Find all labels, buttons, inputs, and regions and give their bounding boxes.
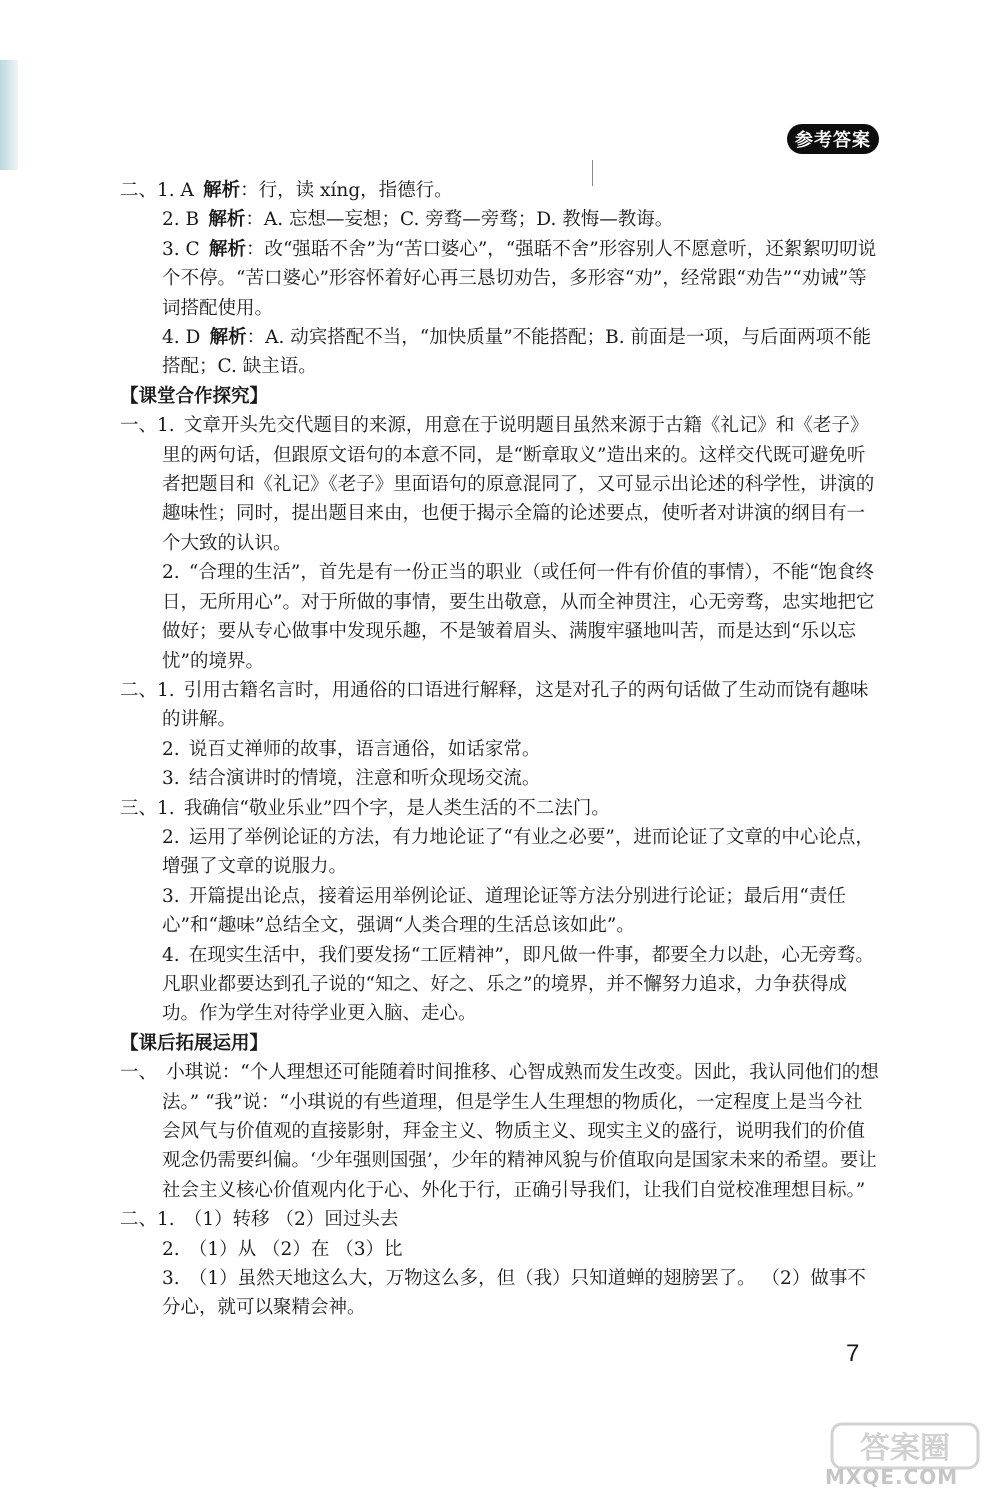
answer-item xyxy=(120,1235,880,1264)
answer-item xyxy=(120,794,880,823)
item-number: 二、1. xyxy=(120,679,175,701)
item-number: 3. xyxy=(162,768,180,790)
watermark-top-text: 答案圈 xyxy=(860,1431,950,1466)
answer-item xyxy=(120,323,880,382)
answer-item xyxy=(120,941,880,1029)
item-number: 一、 xyxy=(120,1062,158,1084)
item-number: 二、1. xyxy=(120,1209,175,1231)
item-number: 2. B xyxy=(162,209,200,231)
item-text: 运用了举例论证的方法，有力地论证了“有业之必要”，进而论证了文章的中心论点，增强了文章的说服力。 xyxy=(162,826,874,878)
item-number: 4. D xyxy=(162,327,201,349)
answer-item xyxy=(120,735,880,764)
item-text: （1）虽然天地这么大，万物这么多，但（我）只知道蝉的翅膀罢了。 （2）做事不分心，就可以聚精会神。 xyxy=(162,1268,866,1319)
item-text: （1）从 （2）在 （3）比 xyxy=(188,1238,403,1260)
answer-item xyxy=(120,823,880,882)
item-text: ：改“强聒不舍”为“苦口婆心”，“强聒不舍”形容别人不愿意听，还絮絮叨叨说个不停。“苦口婆心”形容怀着好心再三恳切劝告，多形容“劝”，经常跟“劝告”“劝诫”等词搭配使用。 xyxy=(162,238,877,319)
item-number: 2. xyxy=(162,562,180,584)
item-number: 一、1. xyxy=(120,415,175,437)
answer-item xyxy=(120,176,880,205)
answer-key-badge: 参考答案 xyxy=(787,124,879,154)
item-number: 3. xyxy=(162,885,180,907)
item-number: 三、1. xyxy=(120,797,175,819)
answer-item xyxy=(120,882,880,941)
item-text: 文章开头先交代题目的来源，用意在于说明题目虽然来源于古籍《礼记》和《老子》里的两句话，但跟原文语句的本意不同，是“断章取义”造出来的。这样交代既可避免听者把题目和《礼记》《老子》里面语句的原意混同了，又可显示出论述的科学性，讲演的趣味性；同时，提出题目来由，也便于揭示全篇的论述要点，使听者对讲演的纲目有一个大致的认识。 xyxy=(162,415,875,554)
item-number: 2. xyxy=(162,826,180,848)
answer-content xyxy=(120,176,880,1323)
answer-item xyxy=(120,235,880,323)
item-text: ：行，读 xíng，指德行。 xyxy=(240,180,453,201)
analysis-label: 解析 xyxy=(208,209,246,231)
item-text: （1）转移 （2）回过头去 xyxy=(183,1209,399,1231)
answer-item xyxy=(120,558,880,676)
analysis-label: 解析 xyxy=(209,327,247,349)
item-number: 二、1. A xyxy=(120,180,194,201)
answer-item xyxy=(120,1205,880,1234)
item-text: 结合演讲时的情境，注意和听众现场交流。 xyxy=(188,768,541,790)
item-text: 说百丈禅师的故事，语言通俗，如话家常。 xyxy=(188,738,541,760)
answer-item xyxy=(120,764,880,793)
answer-item xyxy=(120,1058,880,1205)
section-heading: 【课后拓展运用】 xyxy=(120,1032,269,1054)
answer-item xyxy=(120,411,880,558)
item-number: 3. C xyxy=(162,238,200,260)
item-text: 在现实生活中，我们要发扬“工匠精神”，即凡做一件事，都要全力以赴，心无旁骛。凡职业都要达到孔子说的“知之、好之、乐之”的境界，并不懈努力追求，力争获得成功。作为学生对待学业更入脑、走心。 xyxy=(162,944,874,1025)
item-text: 引用古籍名言时，用通俗的口语进行解释，这是对孔子的两句话做了生动而饶有趣味的讲解。 xyxy=(162,679,869,731)
item-number: 2. xyxy=(162,1238,180,1260)
item-number: 3. xyxy=(162,1268,180,1290)
analysis-label: 解析 xyxy=(203,180,241,201)
watermark-url: MXQE.COM xyxy=(825,1465,959,1489)
item-number: 2. xyxy=(162,738,180,760)
item-text: ：A. 忘想—妄想；C. 旁骛—旁骛；D. 教悔—教诲。 xyxy=(245,209,674,231)
section-heading: 【课堂合作探究】 xyxy=(120,385,269,407)
item-text: 我确信“敬业乐业”四个字，是人类生活的不二法门。 xyxy=(183,797,610,819)
answer-item xyxy=(120,205,880,234)
item-text: “合理的生活”，首先是有一份正当的职业（或任何一件有价值的事情），不能“饱食终日，无所用心”。对于所做的事情，要生出敬意，从而全神贯注，心无旁骛，忠实地把它做好；要从专心做事中发现乐趣，不是皱着眉头、满腹牢骚地叫苦，而是达到“乐以忘忧”的境界。 xyxy=(162,562,875,672)
page-number: 7 xyxy=(846,1340,860,1367)
item-text: ：A. 动宾搭配不当，“加快质量”不能搭配；B. 前面是一项，与后面两项不能搭配；C. 缺主语。 xyxy=(162,327,872,378)
answer-item xyxy=(120,676,880,735)
analysis-label: 解析 xyxy=(208,238,246,260)
item-text: 开篇提出论点，接着运用举例论证、道理论证等方法分别进行论证；最后用“责任心”和“趣味”总结全文，强调“人类合理的生活总该如此”。 xyxy=(162,885,846,937)
item-text: 小琪说：“个人理想还可能随着时间推移、心智成熟而发生改变。因此，我认同他们的想法。” “我”说：“小琪说的有些道理，但是学生人生理想的物质化，一定程度上是当今社会风气与价值观的直接影射，拜金主义、物质主义、现实主义的盛行，说明我们的价值观念仍需要纠偏。‘少年强则国强’，少年的精神风貌与价值取向是国家未来的希望。要让社会主义核心价值观内化于心、外化于行，正确引导我们，让我们自觉校准理想目标。” xyxy=(162,1062,879,1201)
page-edge-strip xyxy=(0,60,18,170)
item-number: 4. xyxy=(162,944,180,966)
answer-item xyxy=(120,1264,880,1323)
